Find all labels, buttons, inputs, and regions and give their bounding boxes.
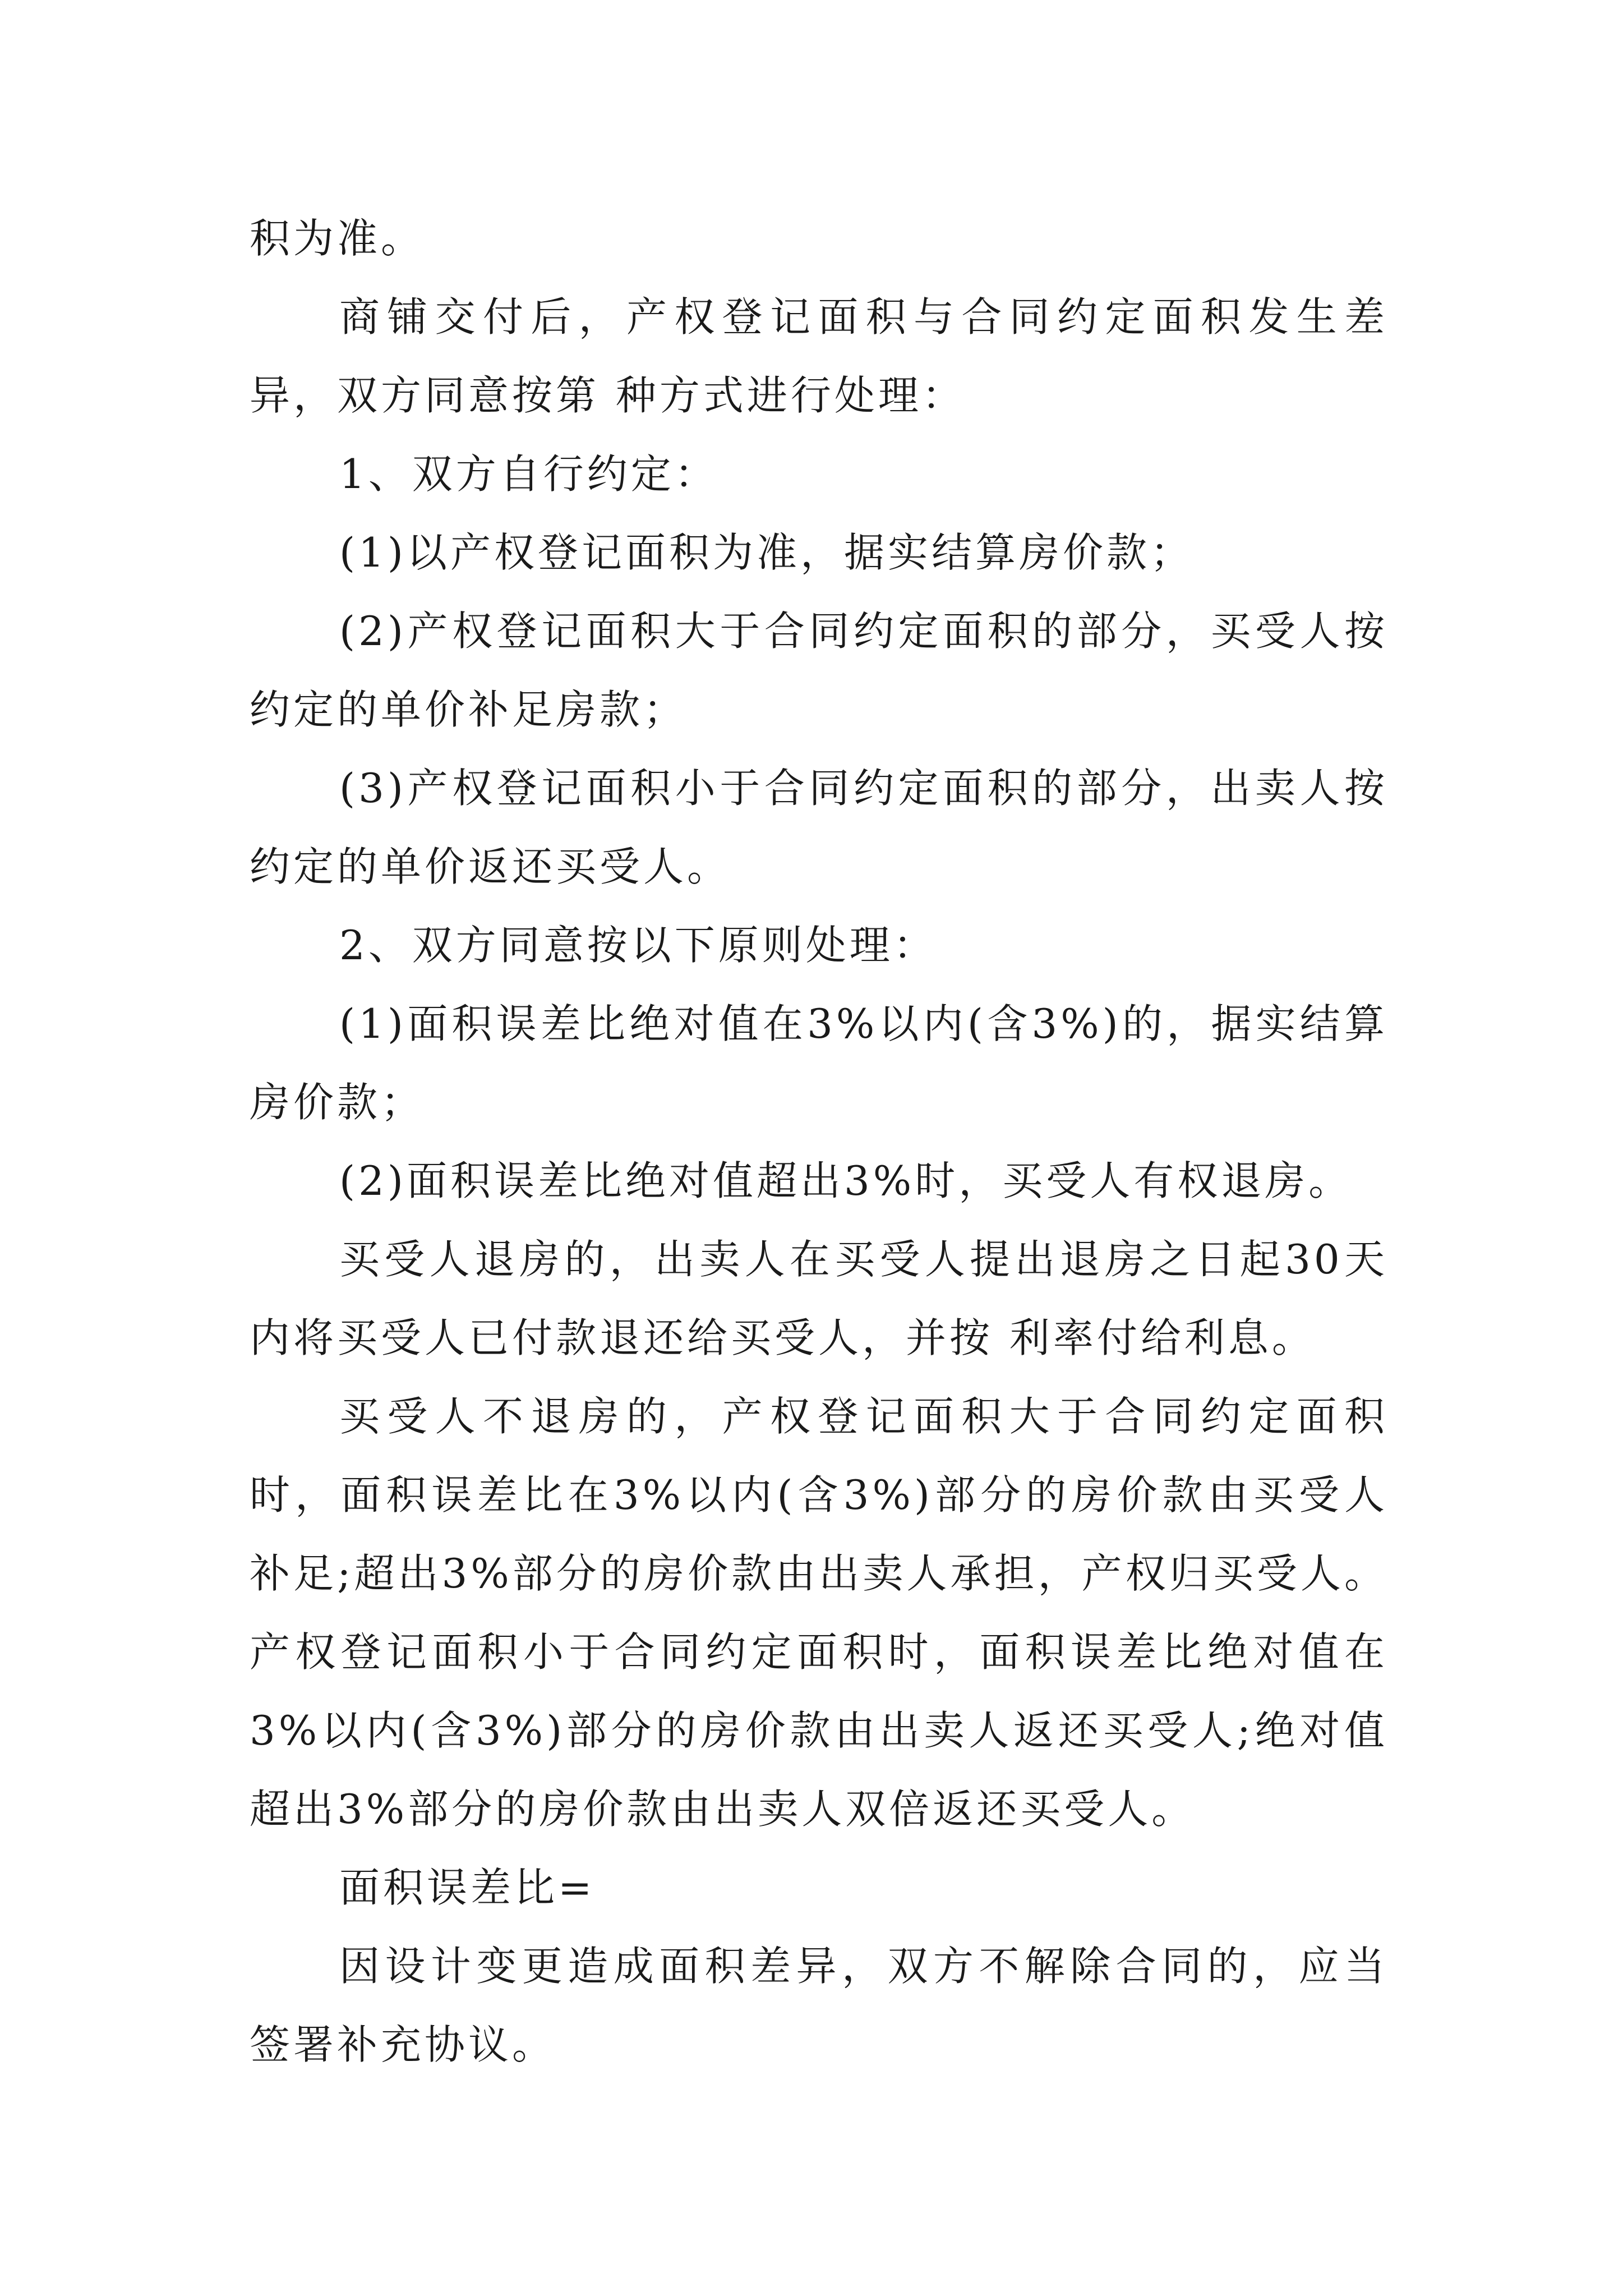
- paragraph: 2、双方同意按以下原则处理：: [339, 922, 937, 969]
- paragraph: (3)产权登记面积小于合同约定面积的部分，出卖人按约定的单价返还买受人。: [250, 765, 1388, 890]
- paragraph: 面积误差比=: [339, 1864, 596, 1911]
- paragraph: (2)面积误差比绝对值超出3%时，买受人有权退房。: [339, 1157, 1353, 1204]
- document-body: [250, 199, 1388, 2084]
- paragraph: 1、双方自行约定：: [339, 450, 718, 498]
- paragraph: 买受人退房的，出卖人在买受人提出退房之日起30天内将买受人已付款退还给买受人，并按 利率付给利息。: [250, 1236, 1388, 1361]
- paragraph: 积为准。: [250, 215, 425, 262]
- paragraph: 因设计变更造成面积差异，双方不解除合同的，应当签署补充协议。: [250, 1943, 1388, 2068]
- paragraph: (2)产权登记面积大于合同约定面积的部分，买受人按约定的单价补足房款；: [250, 608, 1388, 733]
- paragraph: 买受人不退房的，产权登记面积大于合同约定面积时，面积误差比在3%以内(含3%)部分的房价款由买受人补足;超出3%部分的房价款由出卖人承担，产权归买受人。产权登记面积小于合同约定面积时，面积误差比绝对值在3%以内(含3%)部分的房价款由出卖人返还买受人;绝对值超出3%部分的房价款由出卖人双倍返还买受人。: [250, 1393, 1388, 1833]
- paragraph: (1)以产权登记面积为准，据实结算房价款；: [339, 529, 1194, 576]
- paragraph: (1)面积误差比绝对值在3%以内(含3%)的，据实结算房价款；: [250, 1000, 1388, 1126]
- paragraph: 商铺交付后，产权登记面积与合同约定面积发生差异，双方同意按第 种方式进行处理：: [250, 293, 1388, 419]
